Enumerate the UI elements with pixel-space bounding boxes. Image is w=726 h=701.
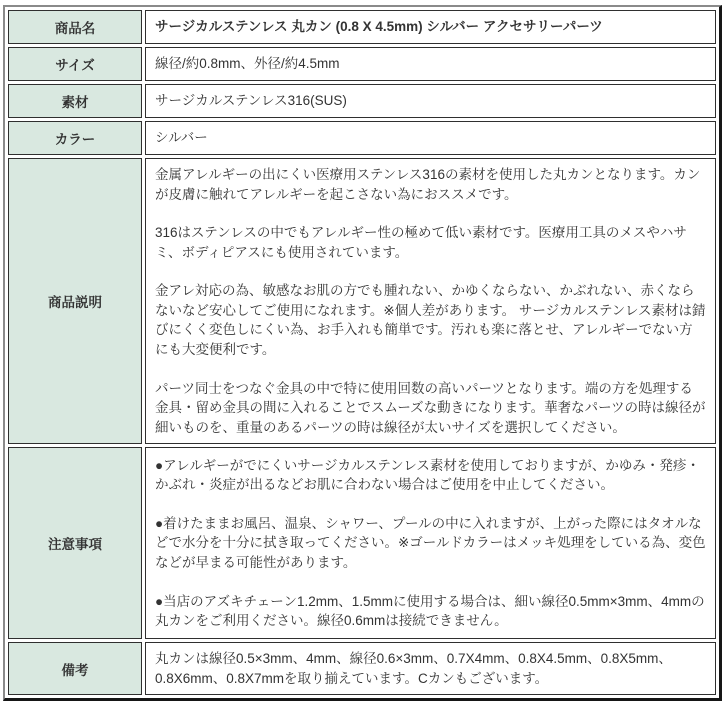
cell-paragraph: パーツ同士をつなぐ金具の中で特に使用回数の高いパーツとなります。端の方を処理する金具・留め金具の間に入れることでスムーズな動きになります。華奢なパーツの時は線径が細いものを、重量のあるパーツの時は線径が太いサイズを選択してください。 [155,380,706,435]
row-value-size [145,47,716,81]
product-spec-table [3,5,722,701]
table-row [8,84,716,118]
cell-paragraph: サージカルステンレス 丸カン (0.8 X 4.5mm) シルバー アクセサリーパーツ [155,19,603,35]
row-label-size: サイズ [8,47,142,81]
cell-paragraph: 線径/約0.8mm、外径/約4.5mm [155,56,340,72]
spec-table-body [8,10,716,695]
cell-paragraph: サージカルステンレス316(SUS) [155,93,347,109]
cell-paragraph: ●当店のアズキチェーン1.2mm、1.5mmに使用する場合は、細い線径0.5mm×3mm、4mmの丸カンをご利用ください。線径0.6mmは接続できません。 [155,593,705,629]
cell-paragraph: 316はステンレスの中でもアレルギー性の極めて低い素材です。医療用工具のメスやハサミ、ボディピアスにも使用されています。 [155,225,687,260]
row-value-color [145,121,716,155]
cell-paragraph: 金属アレルギーの出にくい医療用ステンレス316の素材を使用した丸カンとなります。カンが皮膚に触れてアレルギーを起こさない為におススメです。 [155,167,701,202]
table-row [8,158,716,444]
table-row [8,10,716,44]
table-row [8,47,716,81]
table-row [8,642,716,695]
row-value-precautions [145,447,716,639]
row-label-notes: 備考 [8,642,142,695]
row-label-product-name: 商品名 [8,10,142,44]
row-value-product-name [145,10,716,44]
table-row [8,447,716,639]
cell-paragraph: 金アレ対応の為、敏感なお肌の方でも腫れない、かゆくならない、かぶれない、赤くならないなど安心してご使用になれます。※個人差があります。 サージカルステンレス素材は錆びにくく変色しにくい為、お手入れも簡単です。汚れも楽に落とせ、アレルギーでない方にも大変便利です。 [155,283,706,357]
row-value-material [145,84,716,118]
cell-paragraph: ●アレルギーがでにくいサージカルステンレス素材を使用しておりますが、かゆみ・発疹・かぶれ・炎症が出るなどお肌に合わない場合はご使用を中止してください。 [155,457,700,493]
row-label-color: カラー [8,121,142,155]
cell-paragraph: シルバー [155,130,208,146]
cell-paragraph: 丸カンは線径0.5×3mm、4mm、線径0.6×3mm、0.7X4mm、0.8X4.5mm、0.8X5mm、0.8X6mm、0.8X7mmを取り揃えています。Cカンもございます。 [155,651,672,686]
row-value-description [145,158,716,444]
table-row [8,121,716,155]
row-label-description: 商品説明 [8,158,142,444]
row-label-precautions: 注意事項 [8,447,142,639]
row-value-notes [145,642,716,695]
cell-paragraph: ●着けたままお風呂、温泉、シャワー、プールの中に入れますが、上がった際にはタオルなどで水分を十分に拭き取ってください。※ゴールドカラーはメッキ処理をしている為、変色などが早まる可能性があります。 [155,515,706,570]
row-label-material: 素材 [8,84,142,118]
